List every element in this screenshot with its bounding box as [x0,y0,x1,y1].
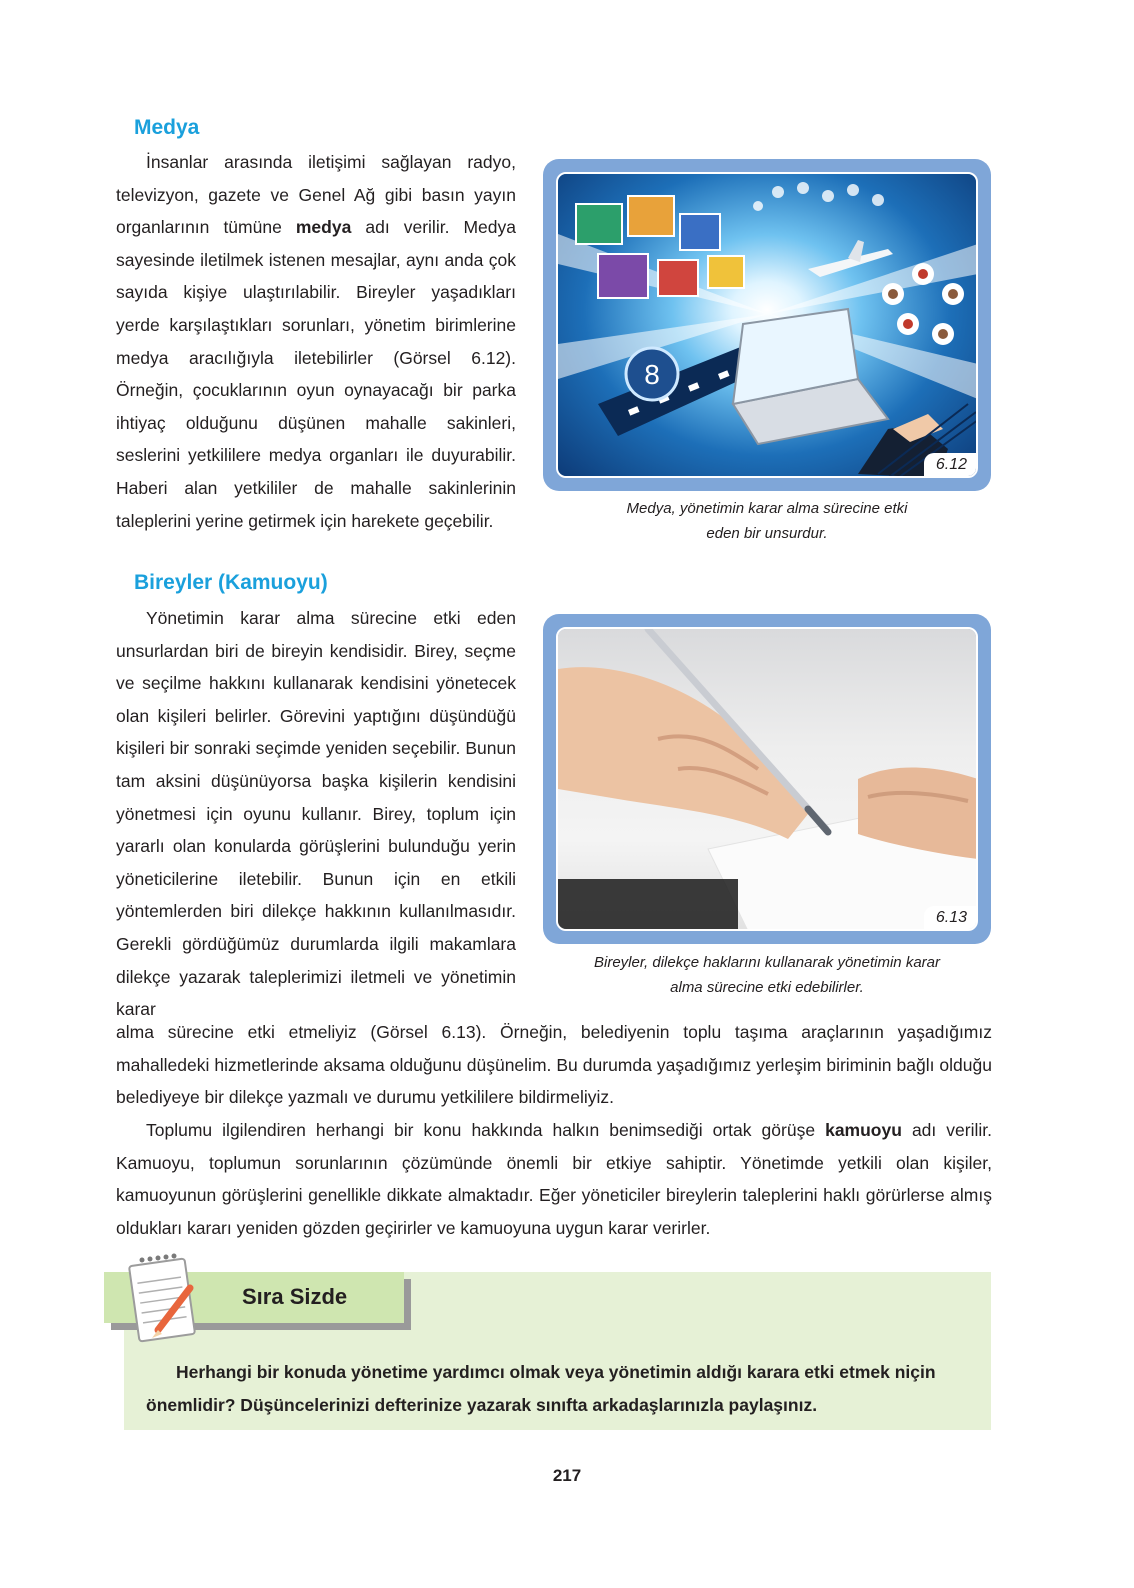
figure-6-13-frame [543,614,991,944]
media-illustration [558,174,978,478]
writing-hands-illustration [558,629,978,931]
notepad-pencil-icon [128,1252,204,1344]
figure-6-13-caption-line1: Bireyler, dilekçe haklarını kullanarak yönetimin karar [594,954,940,971]
medya-paragraph-end: adı verilir. Medya sayesinde iletilmek istenen mesajlar, aynı anda çok sayıda kişiye ulaştırılabilir. Bireyler yaşadıkları yerde karşılaştıkları sorunları, yönetim birimlerine medya aracılığıyla iletebilirler (Görsel 6.12). Örneğin, çocuklarının oyun oynayacağı bir parka ihtiyaç olduğunu düşünen mahalle sakinleri, seslerini yetkililere medya organları ile duyurabilir. Haberi alan yetkililer de mahalle sakinlerinin taleplerini yerine getirmek için harekete geçebilir. [116,217,516,531]
activity-text: Herhangi bir konuda yönetime yardımcı olmak veya yönetimin aldığı karara etki etmek niçin önemlidir? Düşüncelerinizi defterinize yazarak sınıfta arkadaşlarınızla paylaşınız. [146,1362,936,1415]
page-number: 217 [552,1466,582,1485]
medya-paragraph-start: İnsanlar arasında iletişimi sağlayan radyo, televizyon, gazete ve Genel Ağ gibi basın yayın organlarının tümüne [116,152,516,238]
figure-6-13-label: 6.13 [924,906,976,929]
figure-6-12-caption-line1: Medya, yönetimin karar alma sürecine etki [626,500,908,517]
bireyler-paragraph-column: Yönetimin karar alma sürecine etki eden unsurlardan biri de bireyin kendisidir. Birey, seçme ve seçilme hakkını kullanarak kendisini yönetecek olan kişileri belirler. Görevini yaptığını düşündüğü kişileri bir sonraki seçimde yeniden seçebilir. Bunun tam aksini düşünüyorsa başka kişilerin kendisini yönetmesi için oyunu kullanır. Birey, toplum için yararlı olan konularda görüşlerini bulunduğu yerin yöneticilerine iletebilir. Bunun için en etkili yöntemlerden biri dilekçe hakkının kullanılmasıdır. Gerekli gördüğümüz durumlarda ilgili makamlara dilekçe yazarak taleplerimizi iletmeli ve yönetimin karar [116,608,516,1020]
laptop-icon [733,309,888,444]
airplane-icon [808,240,893,277]
figure-6-12-label: 6.12 [924,453,976,476]
medya-term: medya [295,217,352,238]
kamuoyu-paragraph-start: Toplumu ilgilendiren herhangi bir konu hakkında halkın benimsediği ortak görüşe [146,1120,826,1140]
photo-tiles [576,196,744,298]
digit-circle [626,348,678,400]
figure-6-12-frame [543,159,991,491]
bireyler-paragraph-full: alma sürecine etki etmeliyiz (Görsel 6.13). Örneğin, belediyenin toplu taşıma araçlarının yaşadığımız mahalledeki hizmetlerinde aksama olduğunu düşünelim. Bu durumda yaşadığımız yerleşim biriminin bağlı olduğu belediyeye bir dilekçe yazmalı ve durumu yetkililere bildirmeliyiz. [116,1022,992,1108]
writing-hand [558,667,808,839]
app-icons [753,182,884,211]
figure-6-12-image [556,172,978,478]
sleeve [558,879,738,931]
figure-6-12-caption [543,496,991,546]
figure-digit-text: 8 [644,359,660,390]
section-heading-medya: Medya [134,116,200,139]
figure-6-13-image [556,627,978,931]
kamuoyu-paragraph-end: adı verilir. Kamuoyu, toplumun sorunlarının çözümünde önemli bir etkiye sahiptir. Yönetimde yetkili olan kişiler, kamuoyunun görüşlerini genellikle dikkate almaktadır. Eğer yöneticiler bireylerin taleplerini haklı görürlerse almış oldukları kararı yeniden gözden geçirirler ve kamuoyuna uygun karar verirler. [116,1120,992,1238]
figure-6-13-caption [543,950,991,1000]
section-heading-bireyler: Bireyler (Kamuoyu) [134,571,328,594]
kamuoyu-term: kamuoyu [825,1120,902,1140]
medya-paragraph [116,146,516,537]
figure-6-13-caption-line2: alma sürecine etki edebilirler. [670,979,864,996]
activity-title: Sıra Sizde [242,1284,348,1309]
kamuoyu-paragraph [116,1114,992,1244]
figure-6-12-caption-line2: eden bir unsurdur. [706,525,828,542]
